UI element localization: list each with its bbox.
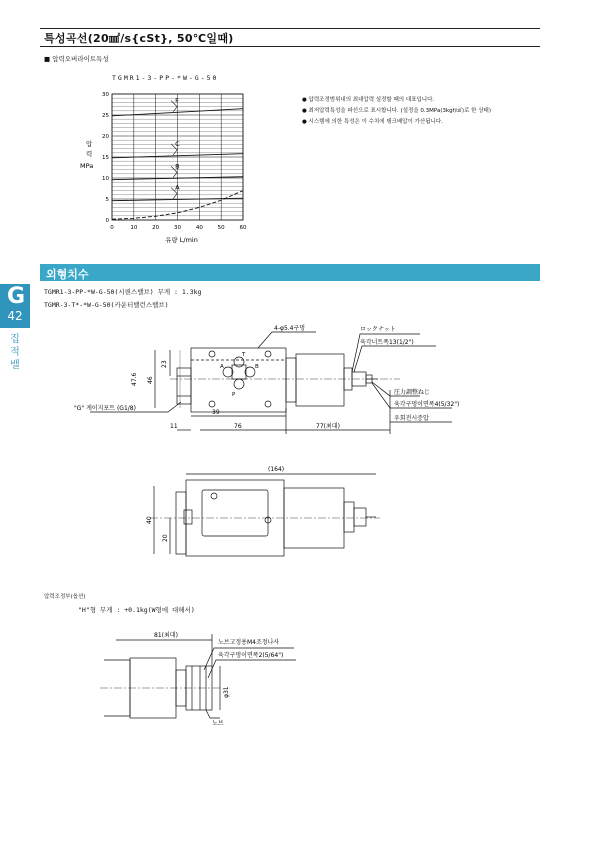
lock-bolt-label: 노브고정용M4조정나사 (218, 639, 280, 646)
dim-39: 39 (212, 409, 220, 416)
y-axis-label: MPa (80, 162, 94, 170)
y-tick-label: 30 (102, 92, 109, 98)
dim-31: φ31 (223, 686, 230, 698)
adjusting-screw-label: 圧力調整ねじ (394, 389, 431, 396)
dim-81-max: 81(최대) (154, 632, 178, 639)
top-view-drawing (140, 462, 400, 562)
x-tick-label: 0 (110, 225, 114, 231)
model-line-1: TGMR1-3-PP-*W-G-50(시퀀스밸브) 무게 : 1.3kg (44, 288, 202, 296)
option-knob-drawing (96, 624, 346, 734)
port-t (234, 357, 244, 367)
dim-11: 11 (170, 423, 178, 430)
port-p-label: P (232, 392, 236, 398)
knob-label: 노브 (212, 720, 224, 727)
adjuster-housing (296, 354, 344, 406)
x-tick-label: 20 (152, 225, 160, 231)
y-tick-label: 25 (102, 113, 109, 119)
dim-47-6: 47.6 (131, 372, 138, 386)
dim-23: 23 (161, 360, 168, 368)
x-tick-label: 30 (174, 225, 181, 231)
side-tab-letter: G (6, 284, 26, 309)
dim-164: (164) (268, 466, 285, 473)
note-item: ● 압력조정범위내의 최대압력 설정할 때의 대표입니다. (302, 97, 435, 103)
x-tick-label: 60 (239, 225, 247, 231)
x-tick-label: 50 (217, 225, 225, 231)
clockwise-increase-label: 우회전시증압 (394, 415, 429, 422)
series-label: B (175, 162, 180, 171)
option-title: 압력조정부(옵션) (44, 594, 86, 600)
locknut-label: ロックナット (360, 326, 396, 333)
y-tick-label: 0 (105, 218, 109, 224)
note-item: ● 최저압력특성을 파선으로 표시합니다. (설정을 0.3MPa(3kgf/㎠)로 한 상태) (302, 108, 491, 114)
sub-section-title: ■ 압력오버라이트특성 (44, 55, 109, 63)
chart-model-label: TGMR1-3-PP-*W-G-50 (112, 74, 219, 82)
port-t-label: T (242, 352, 246, 358)
side-tab-page-number: 42 (7, 309, 23, 323)
series-label: C (175, 139, 180, 148)
y-tick-label: 5 (105, 197, 109, 203)
section-title: 특성곡선(20㎟/s{cSt}, 50℃일때) (44, 32, 234, 45)
port-b (245, 367, 255, 377)
gauge-port-block (177, 368, 191, 404)
model-line-2: TGMR-3-T*-*W-G-50(카운터밸런스밸브) (44, 301, 169, 309)
pressure-override-chart (60, 84, 260, 250)
dim-77-max: 77(최대) (316, 423, 340, 430)
outline-title-bar (40, 264, 540, 281)
y-axis-label: 압 (86, 140, 93, 148)
port-a (223, 367, 233, 377)
front-view-drawing (60, 320, 540, 440)
dim-40: 40 (146, 516, 153, 524)
x-tick-label: 10 (130, 225, 138, 231)
valve-body (191, 348, 286, 412)
y-tick-label: 10 (102, 176, 109, 182)
outline-title: 외형치수 (46, 268, 89, 281)
header-rule-bottom (40, 46, 540, 47)
chart-labels (80, 97, 198, 244)
option-h-type: "H"형 무게 : +0.1kg(W형에 대해서) (78, 606, 195, 614)
port-a-label: A (220, 364, 224, 370)
series-label: A (175, 183, 180, 192)
gauge-port-label: "G" 게이지포트 (G1/8) (74, 405, 136, 412)
note-item: ● 시스템에 의한 특성은 이 수치에 탱크배압이 가산됩니다. (302, 119, 443, 125)
port-b-label: B (255, 364, 259, 370)
side-tab-vertical-label: 집 적 밸 (10, 334, 20, 371)
hex-socket-4-label: 육각구멍이면폭4(5/32") (394, 401, 460, 408)
hex-width-13-label: 육각너트폭13(1/2") (360, 339, 414, 346)
series-label: F (175, 96, 179, 105)
notes-list (302, 95, 552, 128)
dim-76: 76 (234, 423, 242, 430)
y-tick-label: 15 (102, 155, 109, 161)
y-tick-label: 20 (102, 134, 109, 140)
dim-20: 20 (162, 534, 169, 542)
holes-label: 4-φ5.4구멍 (274, 325, 306, 332)
dim-46: 46 (147, 376, 154, 384)
y-axis-label: 력 (86, 150, 93, 158)
port-p (234, 379, 244, 389)
x-tick-label: 40 (195, 225, 203, 231)
hex-socket-2-label: 육각구멍이면폭2(5/64") (218, 652, 284, 659)
header-rule-top (40, 28, 540, 29)
x-axis-label: 유량 L/min (165, 236, 198, 244)
